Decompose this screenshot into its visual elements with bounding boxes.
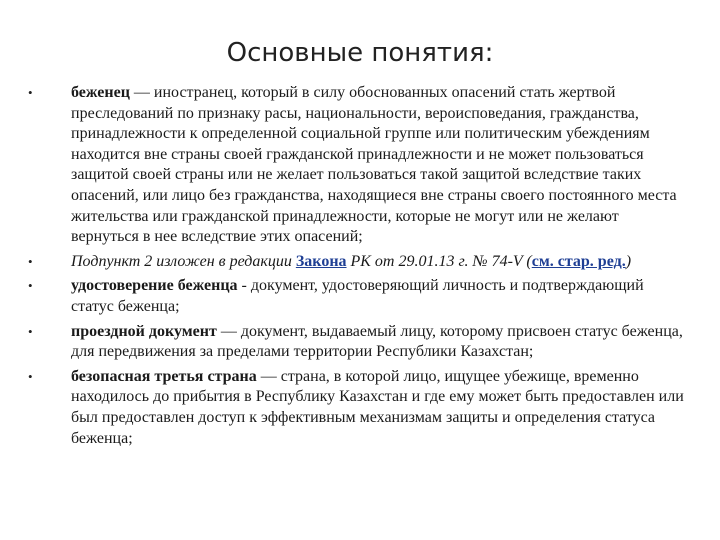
term-travel-document: проездной документ <box>71 322 217 340</box>
list-item-refugee-certificate <box>28 276 688 317</box>
amendment-middle: РК от 29.01.13 г. № 74-V ( <box>346 252 532 270</box>
law-link[interactable]: Закона <box>295 252 347 270</box>
bullet-icon: • <box>28 85 33 100</box>
amendment-prefix: Подпункт 2 изложен в редакции <box>71 252 296 270</box>
definition-refugee: — иностранец, который в силу обоснованных опасений стать жертвой преследований по признаку расы, национальности, вероисповедания, гражданства, принадлежности к определенной социальной группе или политическим убеждениям находится вне страны своей гражданской принадлежности и не может пользоваться защитой своей страны или не желает пользоваться такой защитой вследствие таких опасений, или лицо без гражданства, находящиеся вне страны своего постоянного места жительства или гражданской принадлежности, которые не могут или не желают вернуться в нее вследствие этих опасений; <box>71 84 677 246</box>
list-item-refugee <box>28 83 688 248</box>
list-item-safe-third-country <box>28 367 688 449</box>
bullet-icon: • <box>28 253 33 269</box>
term-safe-third-country: безопасная третья страна <box>71 367 257 385</box>
definitions-list <box>28 83 688 453</box>
old-edition-link[interactable]: см. стар. ред. <box>531 252 626 270</box>
bullet-icon: • <box>28 278 33 294</box>
term-refugee-certificate: удостоверение беженца <box>71 277 238 295</box>
definition-travel-document: — документ, выдаваемый лицу, которому присвоен статус беженца, для передвижения за пределами территории Республики Казахстан; <box>71 322 683 361</box>
definition-safe-third-country: — страна, в которой лицо, ищущее убежище, временно находилось до прибытия в Республику Казахстан и где ему может быть предоставлен или был предоставлен доступ к эффективным механизмам защиты и определения статуса беженца; <box>71 367 684 447</box>
amendment-suffix: ) <box>625 252 632 270</box>
list-item-amendment-note <box>28 252 688 273</box>
term-refugee: беженец <box>71 84 130 101</box>
amendment-note <box>71 253 631 270</box>
bullet-icon: • <box>28 368 33 384</box>
list-item-travel-document <box>28 322 688 363</box>
definition-refugee-certificate: - документ, удостоверяющий личность и подтверждающий статус беженца; <box>71 277 644 315</box>
bullet-icon: • <box>28 323 33 339</box>
slide-title: Основные понятия: <box>226 38 494 68</box>
